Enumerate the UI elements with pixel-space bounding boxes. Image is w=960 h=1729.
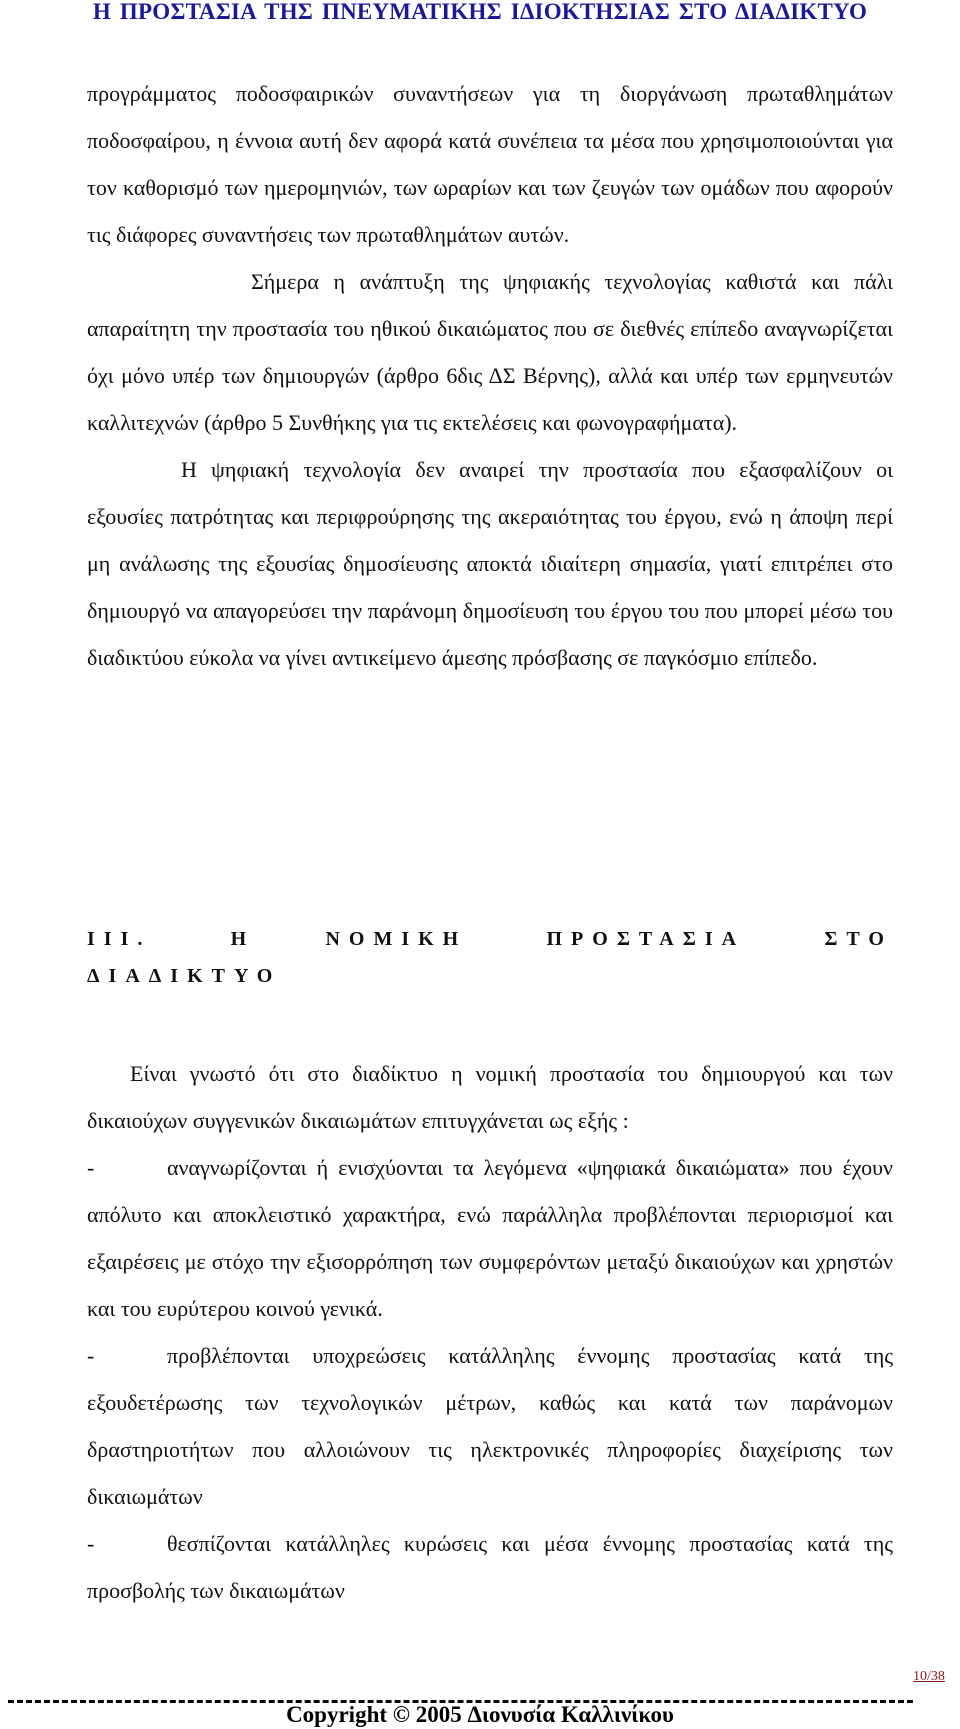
- section-body: [87, 1050, 893, 1614]
- bullet-dash: -: [87, 1531, 95, 1556]
- bullet-dash: -: [87, 1155, 95, 1180]
- copyright-notice: Copyright © 2005 Διονυσία Καλλινίκου: [286, 1702, 674, 1727]
- section-heading: [87, 921, 893, 995]
- bullet-dash: -: [87, 1343, 95, 1368]
- page-number: 10/38: [913, 1669, 945, 1684]
- heading-word: III.: [87, 928, 152, 950]
- paragraph-3: Η ψηφιακή τεχνολογία δεν αναιρεί την προστασία που εξασφαλίζουν οι εξουσίες πατρότητας και περιφρούρησης της ακεραιότητας του έργου, ενώ η άποψη περί μη ανάλωσης της εξουσίας δημοσίευσης αποκτά ιδιαίτερη σημασία, γιατί επιτρέπει στο δημιουργό να απαγορεύσει την παράνομη δημοσίευση του έργου του που μπορεί μέσω του διαδικτύου εύκολα να γίνει αντικείμενο άμεσης πρόσβασης σε παγκόσμιο επίπεδο.: [87, 457, 893, 670]
- bullet-text: θεσπίζονται κατάλληλες κυρώσεις και μέσα έννομης προστασίας κατά της προσβολής των δικαιωμάτων: [87, 1531, 893, 1603]
- body-text: [87, 70, 893, 681]
- section-intro: Είναι γνωστό ότι στο διαδίκτυο η νομική προστασία του δημιουργού και των δικαιούχων συγγενικών δικαιωμάτων επιτυγχάνεται ως εξής :: [87, 1061, 893, 1133]
- bullet-text: προβλέπονται υποχρεώσεις κατάλληλης έννομης προστασίας κατά της εξουδετέρωσης των τεχνολογικών μέτρων, καθώς και κατά των παράνομων δραστηριοτήτων που αλλοιώνουν τις ηλεκτρονικές πληροφορίες διαχείρισης των δικαιωμάτων: [87, 1343, 893, 1509]
- section-heading-line-1: [87, 921, 893, 958]
- bullet-item-3: [87, 1520, 893, 1614]
- heading-word: ΝΟΜΙΚΗ: [325, 928, 468, 950]
- heading-word: Η: [230, 928, 247, 950]
- running-header-title: Η ΠΡΟΣΤΑΣΙΑ ΤΗΣ ΠΝΕΥΜΑΤΙΚΗΣ ΙΔΙΟΚΤΗΣΙΑΣ ΣΤΟ ΔΙΑΔΙΚΤΥΟ: [92, 0, 868, 24]
- paragraph-2: Σήμερα η ανάπτυξη της ψηφιακής τεχνολογίας καθιστά και πάλι απαραίτητη την προστασία του ηθικού δικαιώματος που σε διεθνές επίπεδο αναγνωρίζεται όχι μόνο υπέρ των δημιουργών (άρθρο 6δις ΔΣ Βέρνης), αλλά και υπέρ των ερμηνευτών καλλιτεχνών (άρθρο 5 Συνθήκης για τις εκτελέσεις και φωνογραφήματα).: [87, 269, 893, 435]
- section-heading-line-2: ΔΙΑΔΙΚΤΥΟ: [87, 965, 282, 987]
- bullet-item-1: [87, 1144, 893, 1332]
- paragraph-1: προγράμματος ποδοσφαιρικών συναντήσεων για τη διοργάνωση πρωταθλημάτων ποδοσφαίρου, η έννοια αυτή δεν αφορά κατά συνέπεια τα μέσα που χρησιμοποιούνται για τον καθορισμό των ημερομηνιών, των ωραρίων και των ζευγών των ομάδων που αφορούν τις διάφορες συναντήσεις των πρωταθλημάτων αυτών.: [87, 81, 893, 247]
- heading-word: ΠΡΟΣΤΑΣΙΑ: [546, 928, 746, 950]
- bullet-text: αναγνωρίζονται ή ενισχύονται τα λεγόμενα «ψηφιακά δικαιώματα» που έχουν απόλυτο και αποκλειστικό χαρακτήρα, ενώ παράλληλα προβλέπονται περιορισμοί και εξαιρέσεις με στόχο την εξισορρόπηση των συμφερόντων μεταξύ δικαιούχων και χρηστών και του ευρύτερου κοινού γενικά.: [87, 1155, 893, 1321]
- bullet-item-2: [87, 1332, 893, 1520]
- heading-word: ΣΤΟ: [824, 928, 893, 950]
